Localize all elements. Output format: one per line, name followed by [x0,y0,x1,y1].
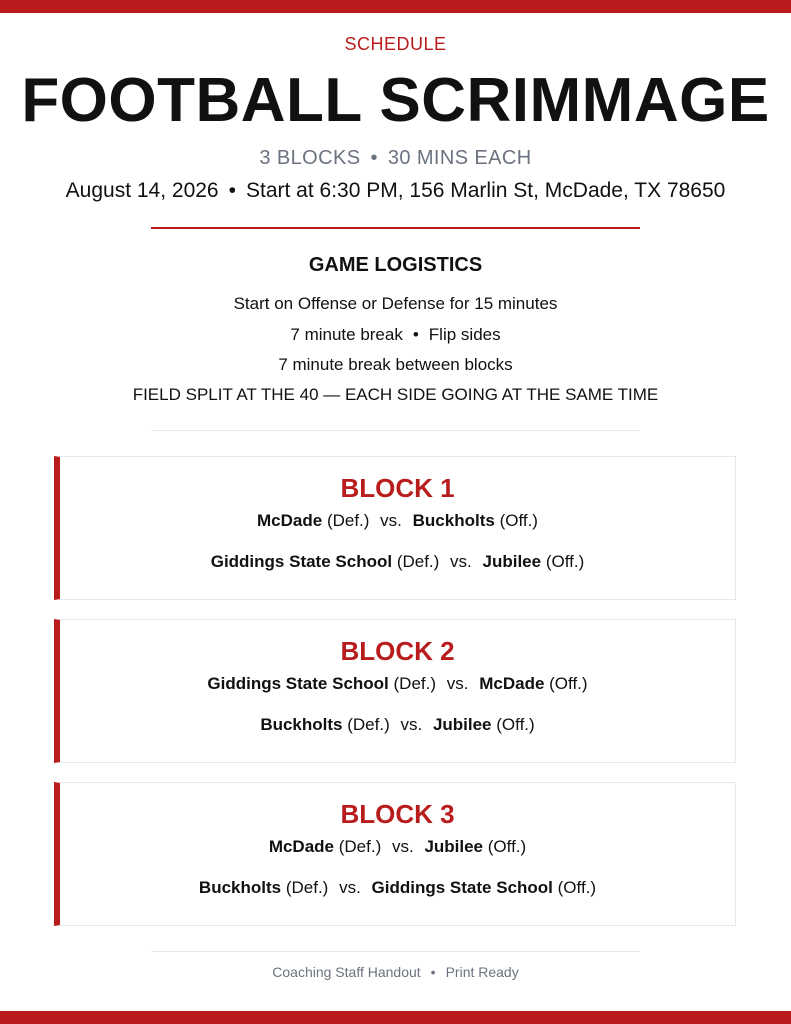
def-label: (Def.) [393,674,437,693]
schedule-eyebrow: SCHEDULE [344,34,447,54]
start-location: Start at 6:30 PM, 156 Marlin St, McDade, TX 78650 [245,179,726,202]
off-team: McDade [479,674,545,693]
off-label: (Off.) [557,878,597,897]
matchup-row [60,552,735,572]
bottom-accent-bar [0,1011,791,1024]
blocks-count: 3 BLOCKS [259,147,361,169]
logistics-divider [151,430,640,431]
off-label: (Off.) [499,511,538,530]
event-date: August 14, 2026 [65,179,219,202]
vs-label: vs. [400,715,423,734]
off-team: Jubilee [482,552,542,571]
def-team: McDade [257,511,323,530]
def-label: (Def.) [347,715,390,734]
off-team: Jubilee [424,837,484,856]
page-title: FOOTBALL SCRIMMAGE [21,66,770,135]
footer [0,964,791,980]
bullet-separator: • [430,964,436,980]
off-label: (Off.) [545,552,585,571]
logistics-line-1: Start on Offense or Defense for 15 minutes [233,294,558,313]
format-subline [0,147,791,170]
matchup-row [60,837,735,857]
bullet-separator: • [228,179,236,202]
break-text: 7 minute break [290,325,403,344]
footer-handout-label: Coaching Staff Handout [272,964,421,980]
vs-label: vs. [380,511,402,530]
def-label: (Def.) [285,878,329,897]
off-label: (Off.) [496,715,535,734]
off-label: (Off.) [487,837,527,856]
def-label: (Def.) [396,552,440,571]
vs-label: vs. [450,552,472,571]
def-team: Buckholts [198,878,282,897]
off-team: Giddings State School [371,878,553,897]
off-label: (Off.) [549,674,588,693]
block-card-1 [54,456,736,600]
off-team: Jubilee [432,715,492,734]
vs-label: vs. [391,837,414,856]
def-team: Giddings State School [210,552,393,571]
block-title: BLOCK 1 [340,473,455,503]
block-card-2 [54,619,736,763]
vs-label: vs. [446,674,469,693]
def-team: Giddings State School [207,674,389,693]
date-location-line [0,179,791,203]
bullet-separator: • [412,325,419,344]
def-label: (Def.) [326,511,370,530]
matchup-row [60,715,735,735]
def-label: (Def.) [338,837,382,856]
matchup-row [60,878,735,898]
block-card-3 [54,782,736,926]
logistics-line-2 [0,325,791,345]
matchup-row [60,674,735,694]
off-team: Buckholts [412,511,495,530]
logistics-heading: GAME LOGISTICS [308,254,483,276]
header-divider [151,227,640,229]
flip-text: Flip sides [428,325,501,344]
block-duration: 30 MINS EACH [387,147,532,169]
bullet-separator: • [370,147,378,169]
def-team: McDade [268,837,334,856]
footer-print-label: Print Ready [445,964,519,980]
top-accent-bar [0,0,791,13]
block-title: BLOCK 2 [340,636,455,666]
logistics-line-4: FIELD SPLIT AT THE 40 — EACH SIDE GOING AT THE SAME TIME [132,385,659,404]
block-title: BLOCK 3 [340,799,455,829]
logistics-line-3: 7 minute break between blocks [278,355,513,374]
footer-divider [151,951,640,952]
vs-label: vs. [339,878,361,897]
matchup-row [60,511,735,531]
def-team: Buckholts [260,715,343,734]
